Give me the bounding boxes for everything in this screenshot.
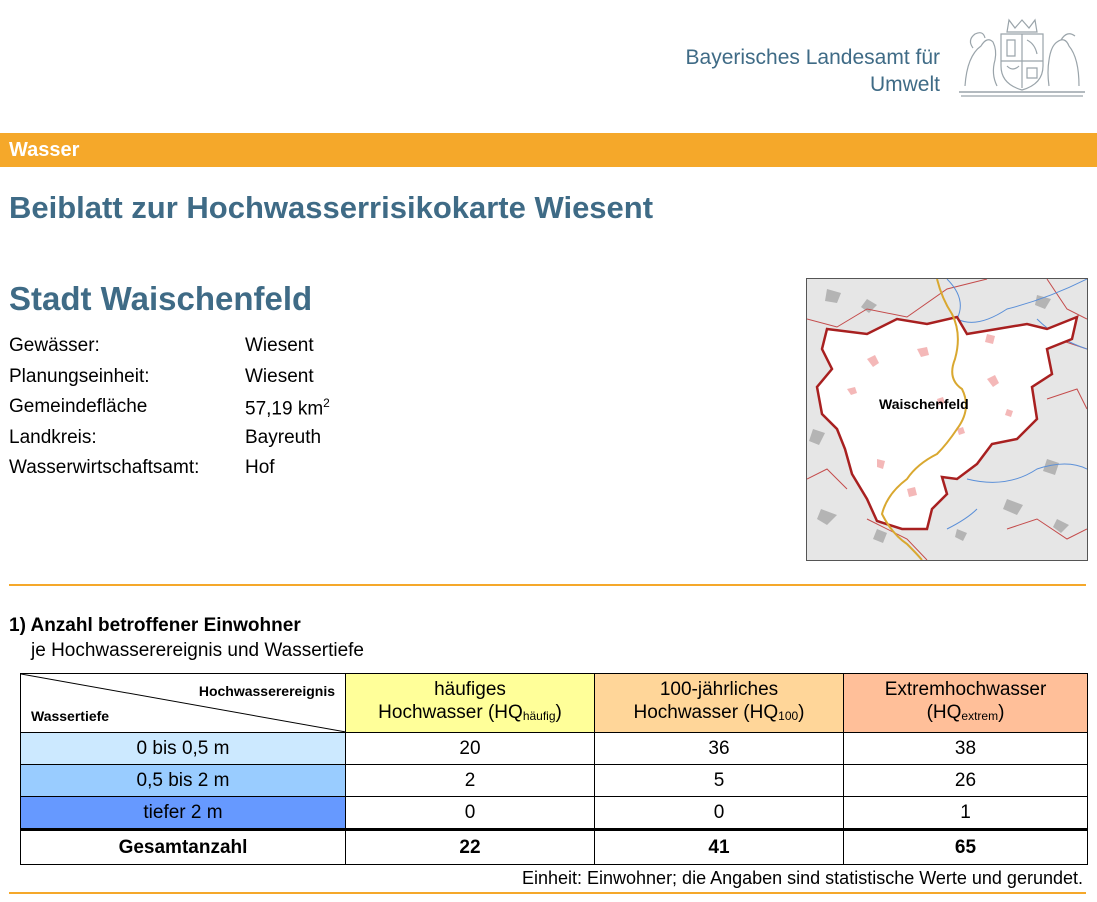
column-header-line2 bbox=[844, 701, 1087, 728]
agency-name-line2: Umwelt bbox=[869, 73, 940, 96]
column-header-close: ) bbox=[998, 702, 1005, 723]
document-title: Beiblatt zur Hochwasserrisikokarte Wiesent bbox=[9, 190, 654, 225]
table-total-row bbox=[21, 830, 1088, 865]
divider bbox=[9, 584, 1086, 586]
table-header-row bbox=[21, 674, 1088, 733]
column-header-text: (HQ bbox=[926, 702, 962, 723]
row-label-depth: 0,5 bis 2 m bbox=[21, 765, 346, 797]
table-cell: 20 bbox=[346, 733, 595, 765]
municipality-map bbox=[806, 278, 1088, 561]
column-header-line1: Extremhochwasser bbox=[884, 679, 1047, 700]
map-graphic bbox=[807, 279, 1087, 560]
bavarian-coat-of-arms-icon bbox=[957, 16, 1088, 98]
column-header-subscript: extrem bbox=[961, 709, 999, 723]
table-cell: 0 bbox=[346, 797, 595, 830]
table-row bbox=[21, 733, 1088, 765]
column-header-text: Hochwasser (HQ bbox=[633, 702, 779, 723]
fact-value-area bbox=[245, 396, 330, 420]
column-header-line1: häufiges bbox=[434, 679, 506, 700]
table-cell: 36 bbox=[595, 733, 844, 765]
corner-event-label: Hochwasserereignis bbox=[198, 683, 335, 699]
total-cell: 65 bbox=[844, 830, 1088, 865]
section-subtitle: je Hochwasserereignis und Wassertiefe bbox=[31, 640, 365, 661]
corner-depth-label: Wassertiefe bbox=[31, 708, 110, 724]
fact-label: Planungseinheit: bbox=[9, 365, 150, 387]
column-header-close: ) bbox=[798, 702, 805, 723]
column-header-subscript: 100 bbox=[778, 709, 799, 723]
column-header-extreme bbox=[844, 674, 1088, 733]
section-label: Wasser bbox=[9, 139, 80, 161]
table-row bbox=[21, 797, 1088, 830]
table-row bbox=[21, 765, 1088, 797]
fact-label: Wasserwirtschaftsamt: bbox=[9, 457, 200, 479]
column-header-line2 bbox=[346, 701, 594, 728]
fact-label: Landkreis: bbox=[9, 426, 97, 448]
column-header-frequent bbox=[346, 674, 595, 733]
agency-name-line1: Bayerisches Landesamt für bbox=[685, 46, 940, 69]
section-bar bbox=[0, 133, 1097, 167]
table-cell: 0 bbox=[595, 797, 844, 830]
column-header-text: Hochwasser (HQ bbox=[378, 702, 523, 723]
agency-name bbox=[686, 44, 940, 98]
table-cell: 1 bbox=[844, 797, 1088, 830]
fact-value: Wiesent bbox=[245, 365, 314, 387]
section-title: 1) Anzahl betroffener Einwohner bbox=[9, 615, 301, 636]
total-cell: 41 bbox=[595, 830, 844, 865]
column-header-close: ) bbox=[555, 702, 562, 723]
row-label-depth: tiefer 2 m bbox=[21, 797, 346, 830]
fact-label: Gemeindefläche bbox=[9, 396, 148, 418]
table-cell: 26 bbox=[844, 765, 1088, 797]
area-number: 57,19 km bbox=[245, 398, 324, 420]
column-header-subscript: häufig bbox=[522, 709, 556, 723]
unit-footnote: Einheit: Einwohner; die Angaben sind statistische Werte und gerundet. bbox=[521, 868, 1083, 888]
municipality-title: Stadt Waischenfeld bbox=[9, 280, 313, 317]
table-corner-cell bbox=[21, 674, 346, 733]
column-header-line2 bbox=[595, 701, 843, 728]
area-unit-exponent: 2 bbox=[323, 396, 330, 411]
column-header-line1: 100-jährliches bbox=[659, 679, 779, 700]
fact-value: Hof bbox=[245, 457, 275, 479]
table-cell: 5 bbox=[595, 765, 844, 797]
row-label-depth: 0 bis 0,5 m bbox=[21, 733, 346, 765]
total-cell: 22 bbox=[346, 830, 595, 865]
fact-value: Wiesent bbox=[245, 335, 314, 356]
fact-label: Gewässer: bbox=[9, 335, 100, 356]
table-cell: 2 bbox=[346, 765, 595, 797]
divider bbox=[9, 892, 1086, 894]
fact-value: Bayreuth bbox=[245, 426, 322, 448]
affected-residents-table bbox=[20, 673, 1088, 865]
total-label: Gesamtanzahl bbox=[21, 830, 346, 865]
table-cell: 38 bbox=[844, 733, 1088, 765]
map-label: Waischenfeld bbox=[879, 396, 969, 412]
column-header-hq100 bbox=[595, 674, 844, 733]
